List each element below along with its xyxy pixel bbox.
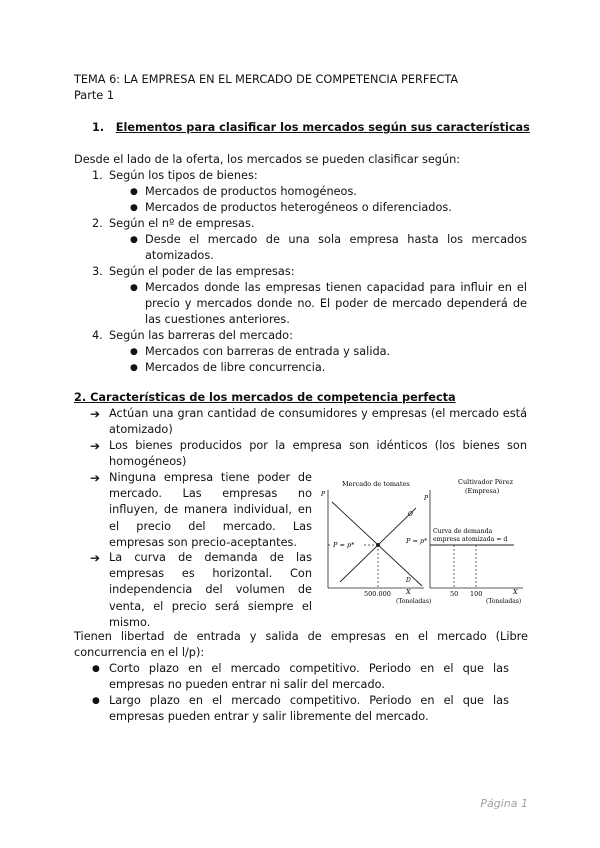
- bullet-icon: ●: [130, 363, 138, 373]
- p-axis-label: P: [321, 491, 326, 498]
- right-panel-title: Cultivador Pérez: [458, 478, 514, 486]
- bullet-icon: ●: [130, 347, 138, 357]
- arrow-icon: ➔: [90, 471, 101, 485]
- list-number: 2.: [92, 217, 103, 230]
- list-item-label: Según los tipos de bienes:: [109, 169, 258, 182]
- right-x-50: 50: [450, 590, 459, 598]
- section1-number: 1.: [92, 121, 105, 134]
- arrow-icon: ➔: [90, 551, 101, 565]
- section1-intro: Desde el lado de la oferta, los mercados se pueden clasificar según:: [74, 153, 461, 166]
- section2-title: 2. Características de los mercados de competencia perfecta: [74, 391, 456, 404]
- list-item: Los bienes producidos por la empresa son idénticos (los bienes son homogéneos): [109, 439, 527, 469]
- list-item: Mercados con barreras de entrada y salida.: [145, 345, 391, 358]
- list-item-label: Según el poder de las empresas:: [109, 265, 295, 278]
- list-item: Largo plazo en el mercado competitivo. Periodo en el que las empresas pueden entrar y salir libremente del mercado.: [109, 694, 509, 724]
- o-label: O: [408, 511, 413, 518]
- document-part: Parte 1: [74, 89, 115, 102]
- list-number: 1.: [92, 169, 103, 182]
- list-item-label: Según las barreras del mercado:: [109, 329, 293, 342]
- d-label: D: [406, 577, 411, 584]
- arrow-icon: ➔: [90, 407, 101, 421]
- list-item: Corto plazo en el mercado competitivo. Periodo en el que las empresas no pueden entrar ni salir del mercado.: [109, 662, 509, 692]
- market-vs-firm-figure: [318, 470, 530, 610]
- list-item: Mercados de libre concurrencia.: [145, 361, 326, 374]
- right-x-unit: (Toneladas): [486, 598, 522, 605]
- right-x-100: 100: [470, 590, 483, 598]
- left-panel-title: Mercado de tomates: [342, 480, 410, 488]
- list-item: Ninguna empresa tiene poder de mercado. Las empresas no influyen, de manera individual, en el precio del mercado. Las empresas son precio-aceptantes.: [109, 471, 312, 549]
- document-title: TEMA 6: LA EMPRESA EN EL MERCADO DE COMPETENCIA PERFECTA: [74, 73, 459, 86]
- page-number: Página 1: [480, 797, 528, 810]
- demand-label-2: empresa atomizada = d: [433, 536, 508, 543]
- list-number: 3.: [92, 265, 103, 278]
- right-x-axis-label: X: [513, 588, 518, 596]
- list-item: La curva de demanda de las empresas es horizontal. Con independencia del volumen de venta, el precio será siempre el mismo.: [109, 551, 312, 629]
- list-item: Actúan una gran cantidad de consumidores y empresas (el mercado está atomizado): [109, 407, 527, 437]
- right-price-label: P = p*: [406, 537, 428, 545]
- list-number: 4.: [92, 329, 103, 342]
- bullet-icon: ●: [130, 235, 138, 245]
- left-x-value: 500.000: [364, 590, 391, 598]
- bullet-icon: ●: [130, 203, 138, 213]
- list-item: Desde el mercado de una sola empresa hasta los mercados atomizados.: [145, 233, 527, 263]
- bullet-icon: ●: [92, 664, 100, 674]
- market-equilibrium-point: [376, 543, 380, 547]
- list-item: Mercados donde las empresas tienen capacidad para influir en el precio y mercados donde no. El poder de mercado dependerá de las cuestiones anteriores.: [145, 281, 527, 327]
- list-item: Mercados de productos homogéneos.: [145, 185, 357, 198]
- list-item: Mercados de productos heterogéneos o diferenciados.: [145, 201, 452, 214]
- bullet-icon: ●: [92, 696, 100, 706]
- left-x-unit: (Toneladas): [396, 598, 432, 605]
- section1-heading: [92, 120, 530, 136]
- section1-title: Elementos para clasificar los mercados según sus características: [115, 121, 530, 134]
- bullet-icon: ●: [130, 283, 138, 293]
- section3-intro: Tienen libertad de entrada y salida de empresas en el mercado (Libre concurrencia en el l/p):: [74, 630, 528, 660]
- left-price-label: P = p*: [333, 541, 355, 549]
- arrow-icon: ➔: [90, 439, 101, 453]
- demand-label-1: Curva de demanda: [433, 528, 493, 535]
- list-item-label: Según el nº de empresas.: [109, 217, 255, 230]
- left-x-axis-label: X: [406, 588, 411, 596]
- bullet-icon: ●: [130, 187, 138, 197]
- p-label: P: [424, 495, 429, 502]
- right-panel-subtitle: (Empresa): [465, 487, 500, 495]
